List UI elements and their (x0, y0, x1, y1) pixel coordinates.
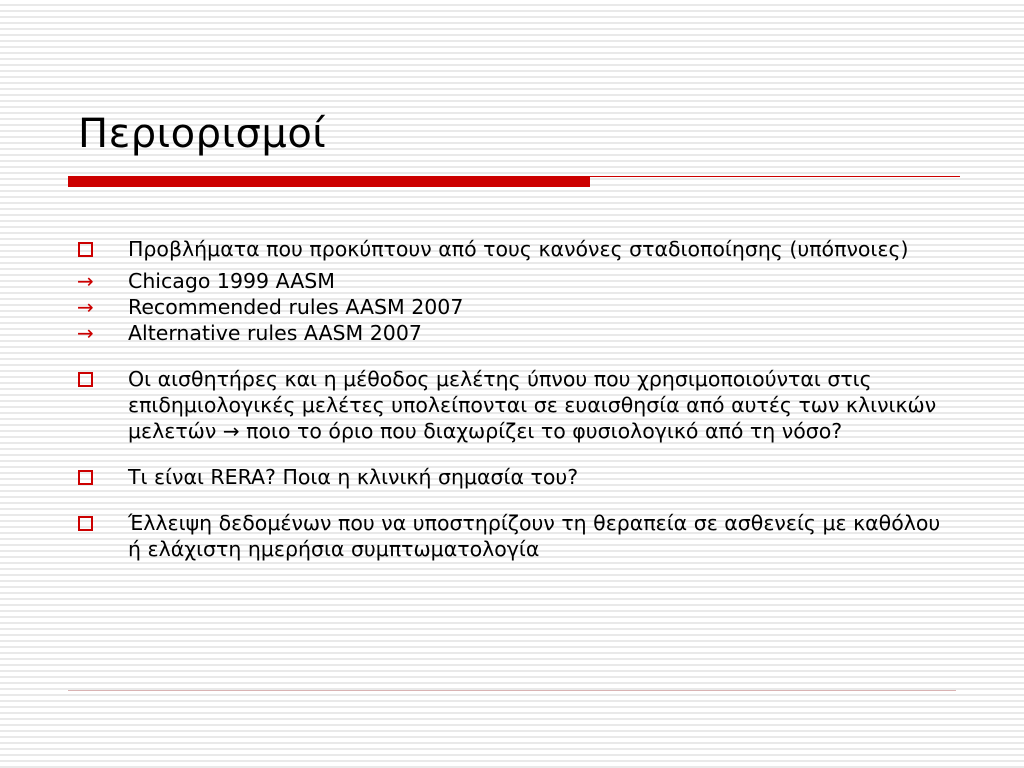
title-underline-thin (590, 176, 960, 177)
bullet-item-lack-of-data (76, 510, 956, 562)
sub-bullet-item (76, 268, 956, 294)
sub-bullet-text: Recommended rules AASM 2007 (128, 295, 464, 319)
bullet-item-sensors (76, 366, 956, 444)
sub-bullet-item (76, 294, 956, 320)
arrow-bullet-icon: → (77, 295, 94, 319)
sub-bullet-text: Alternative rules AASM 2007 (128, 321, 422, 345)
footer-divider (68, 690, 956, 691)
slide-title: Περιορισμοί (78, 111, 327, 157)
arrow-bullet-icon: → (77, 321, 94, 345)
square-bullet-icon (76, 510, 116, 537)
sub-bullet-item (76, 320, 956, 346)
square-bullet-icon (76, 366, 116, 393)
right-arrow-icon: → (222, 419, 240, 443)
bullet-text-continued: ποιο το όριο που διαχωρίζει το φυσιολογικό από τη νόσο? (246, 419, 843, 443)
bullet-text: Οι αισθητήρες και η μέθοδος μελέτης ύπνου που χρησιμοποιούνται στις επιδημιολογικές μελέτες υπολείπονται σε ευαισθησία από αυτές των κλινικών μελετών (128, 367, 937, 443)
bullet-item-rera (76, 464, 956, 490)
bullet-item-scoring-rules (76, 236, 956, 262)
arrow-bullet-icon: → (77, 269, 94, 293)
square-bullet-icon (76, 236, 116, 263)
title-underline-thick (68, 176, 590, 187)
sub-bullet-text: Chicago 1999 AASM (128, 269, 335, 293)
bullet-list (76, 236, 956, 562)
bullet-text: Προβλήματα που προκύπτουν από τους κανόνες σταδιοποίησης (υπόπνοιες) (128, 237, 909, 261)
bullet-text: Έλλειψη δεδομένων που να υποστηρίζουν τη θεραπεία σε ασθενείς με καθόλου ή ελάχιστη ημερήσια συμπτωματολογία (128, 511, 941, 561)
square-bullet-icon (76, 464, 116, 491)
bullet-text: Τι είναι RERA? Ποια η κλινική σημασία του? (128, 465, 579, 489)
